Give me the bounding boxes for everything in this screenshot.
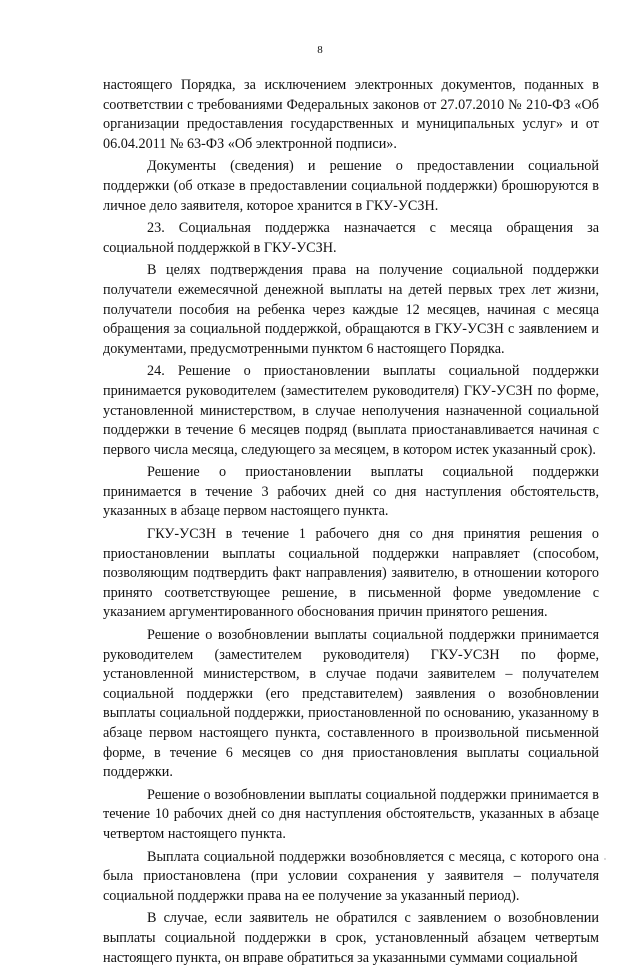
- paragraph-clause-23: 23. Социальная поддержка назначается с месяца обращения за социальной поддержкой в ГКУ-УСЗН.: [103, 220, 599, 256]
- paragraph-clause-24: 24. Решение о приостановлении выплаты социальной поддержки принимается руководителем (заместителем руководителя) ГКУ-УСЗН по форме, установленной министерством, в случае неполучения назначенной социальной поддержки в течение 6 месяцев подряд (выплата приостанавливается начиная с первого числа месяца, следующего за месяцем, в котором истек указанный срок).: [103, 363, 599, 458]
- paragraph-documents-archiving: Документы (сведения) и решение о предоставлении социальной поддержки (об отказе в предоставлении социальной поддержки) брошюруются в личное дело заявителя, которое хранится в ГКУ-УСЗН.: [103, 158, 599, 214]
- paragraph-resumption-term: Решение о возобновлении выплаты социальной поддержки принимается в течение 10 рабочих дней со дня наступления обстоятельств, указанных в абзаце четвертом настоящего пункта.: [103, 786, 599, 842]
- paragraph-late-application: В случае, если заявитель не обратился с заявлением о возобновлении выплаты социальной поддержки в срок, установленный абзацем четвертым настоящего пункта, он вправе обратиться за указанными суммами социальной: [103, 910, 599, 966]
- paragraph-resumption-payment: Выплата социальной поддержки возобновляется с месяца, с которого она была приостановлена (при условии сохранения у заявителя – получателя социальной поддержки права на ее получение за указанный период).: [103, 848, 599, 904]
- paragraph-right-confirmation: В целях подтверждения права на получение социальной поддержки получатели ежемесячной денежной выплаты на детей первых трех лет жизни, получатели пособия на ребенка через каждые 12 месяцев, начиная с месяца обращения за социальной поддержкой, обращаются в ГКУ-УСЗН с заявлением и документами, предусмотренными пунктом 6 настоящего Порядка.: [103, 262, 599, 357]
- page-number: 8: [317, 44, 323, 56]
- paragraph-resumption-decision: Решение о возобновлении выплаты социальной поддержки принимается руководителем (заместителем руководителя) ГКУ-УСЗН по форме, установленной министерством, в случае подачи заявителем – получателем социальной поддержки (его представителем) заявления о возобновлении выплаты социальной поддержки, приостановленной по основанию, указанному в абзаце первом настоящего пункта, составленного в произвольной письменной форме, в течение 6 месяцев со дня приостановления выплаты социальной поддержки.: [103, 627, 599, 781]
- paragraph-suspension-term: Решение о приостановлении выплаты социальной поддержки принимается в течение 3 рабочих дней со дня наступления обстоятельств, указанных в абзаце первом настоящего пункта.: [103, 464, 599, 520]
- paragraph-continuation: настоящего Порядка, за исключением электронных документов, поданных в соответствии с требованиями Федеральных законов от 27.07.2010 № 210-ФЗ «Об организации предоставления государственных и муниципальных услуг» и от 06.04.2011 № 63-ФЗ «Об электронной подписи».: [103, 77, 599, 152]
- paragraph-notification: ГКУ-УСЗН в течение 1 рабочего дня со дня принятия решения о приостановлении выплаты социальной поддержки направляет (способом, позволяющим подтвердить факт направления) заявителю, в отношении которого принято соответствующее решение, в письменной форме уведомление с указанием аргументированного обоснования причин принятого решения.: [103, 526, 599, 621]
- scan-speck: [604, 858, 606, 860]
- document-body: [103, 76, 599, 971]
